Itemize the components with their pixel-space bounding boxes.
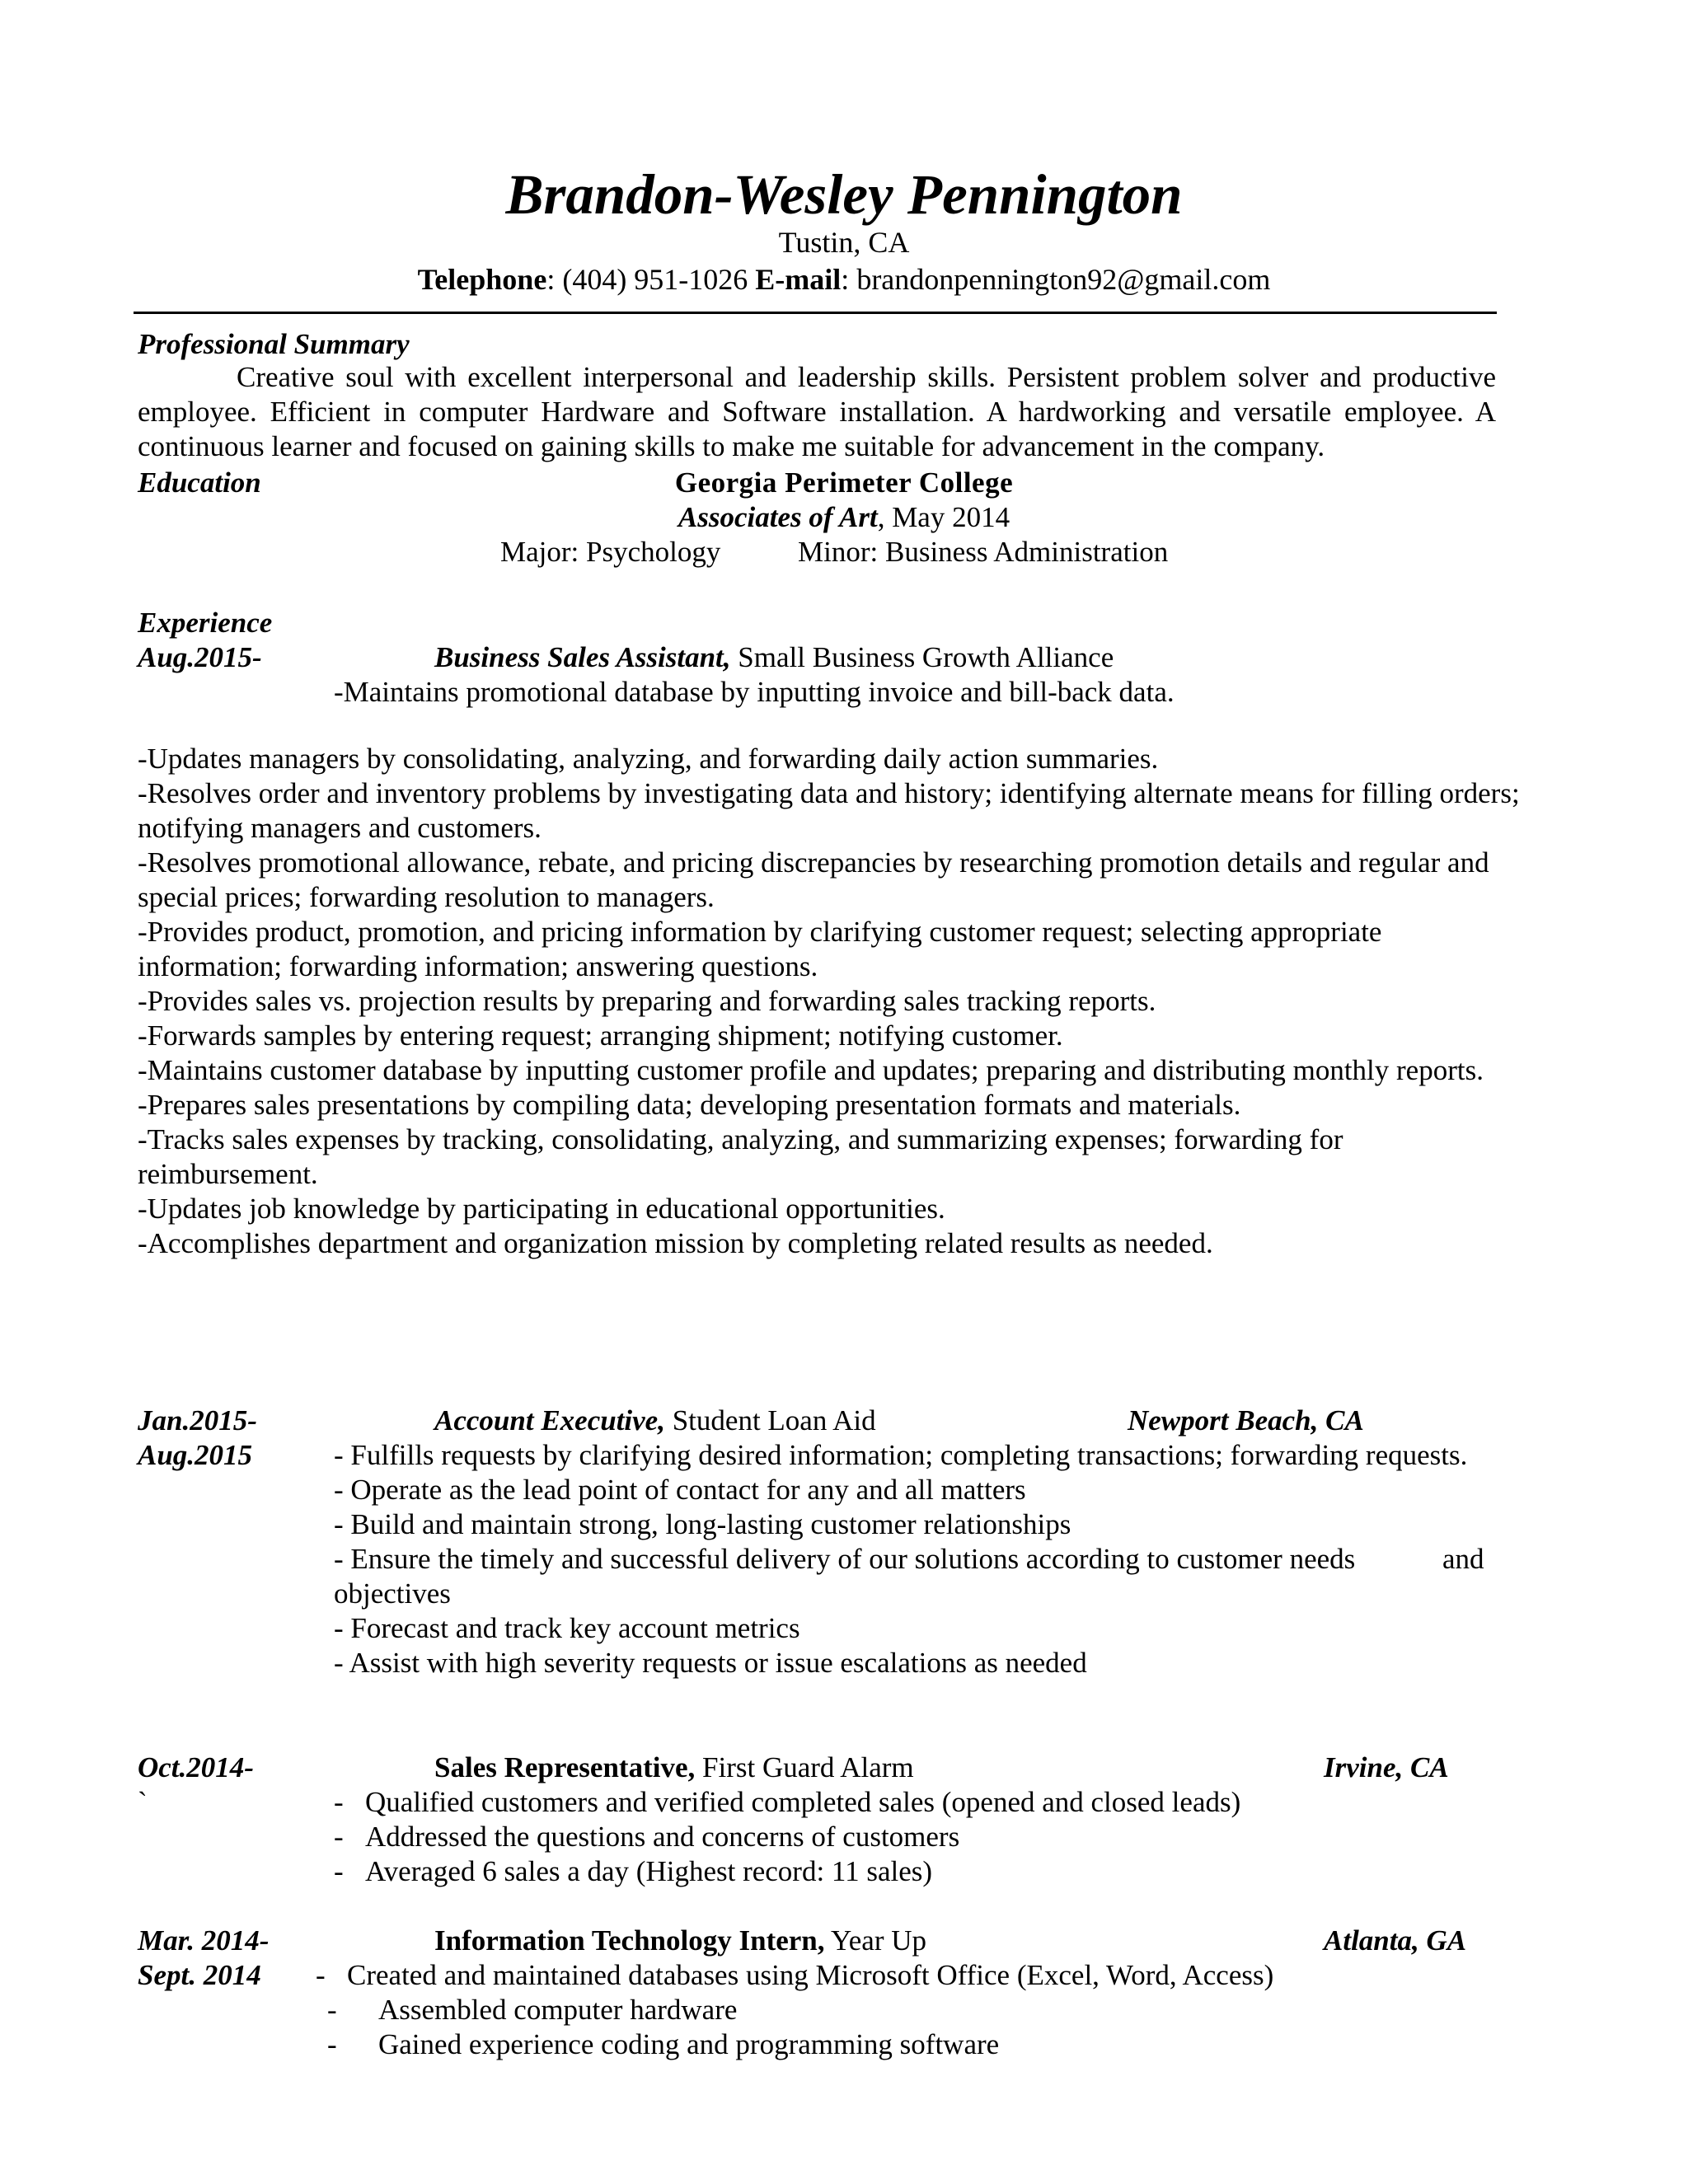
major: Major: Psychology bbox=[500, 536, 721, 568]
telephone: (404) 951-1026 bbox=[562, 263, 748, 296]
job-bullet: -Updates job knowledge by participating in educational opportunities. bbox=[138, 1193, 945, 1225]
job-date-start: Aug.2015- bbox=[138, 641, 262, 673]
job-bullet: -Maintains customer database by inputting customer profile and updates; preparing and distributing monthly reports. bbox=[138, 1054, 1484, 1086]
job-date-start: Oct.2014- bbox=[138, 1751, 254, 1783]
summary-text-block bbox=[138, 360, 1496, 464]
job-title-line bbox=[434, 640, 1114, 675]
resume-name: Brandon-Wesley Pennington bbox=[505, 163, 1183, 226]
job-company: Student Loan Aid bbox=[664, 1404, 876, 1436]
job-bullet: - Averaged 6 sales a day (Highest record: 11 sales) bbox=[334, 1855, 933, 1887]
job-bullet: -Updates managers by consolidating, analyzing, and forwarding daily action summaries. bbox=[138, 743, 1159, 775]
job-bullet: - Build and maintain strong, long-lasting customer relationships bbox=[334, 1508, 1071, 1540]
job-bullet: -Maintains promotional database by inputting invoice and bill-back data. bbox=[334, 676, 1175, 708]
job-bullet: - Fulfills requests by clarifying desired information; completing transactions; forwarding requests. bbox=[334, 1439, 1468, 1471]
job-date-end: Aug.2015 bbox=[138, 1439, 253, 1471]
job-location: Atlanta, GA bbox=[1324, 1924, 1467, 1957]
email: brandonpennington92@gmail.com bbox=[856, 263, 1271, 296]
job-bullet: - Ensure the timely and successful delivery of our solutions according to customer needs bbox=[334, 1543, 1356, 1575]
job-bullet: -Tracks sales expenses by tracking, consolidating, analyzing, and summarizing expenses; forwarding for reimbursement. bbox=[138, 1123, 1343, 1190]
job-title: Account Executive, bbox=[434, 1404, 665, 1436]
job-title: Business Sales Assistant, bbox=[434, 641, 731, 673]
job-bullet: - Assist with high severity requests or issue escalations as needed bbox=[334, 1647, 1087, 1679]
job-bullet: -Provides product, promotion, and pricing information by clarifying customer request; selecting appropriate information; forwarding information; answering questions. bbox=[138, 916, 1382, 982]
job-company: First Guard Alarm bbox=[695, 1751, 914, 1783]
experience-heading: Experience bbox=[138, 607, 273, 639]
summary-heading: Professional Summary bbox=[138, 328, 410, 360]
telephone-label: Telephone bbox=[417, 263, 547, 296]
education-heading: Education bbox=[138, 466, 261, 499]
job-bullet: - Operate as the lead point of contact for any and all matters bbox=[334, 1474, 1026, 1506]
degree: Associates of Art bbox=[678, 501, 878, 533]
job-title: Sales Representative, bbox=[434, 1751, 696, 1783]
job-title-line bbox=[434, 1924, 926, 1958]
job-bullet: -Provides sales vs. projection results by preparing and forwarding sales tracking reports. bbox=[138, 985, 1156, 1017]
job-title: Information Technology Intern, bbox=[434, 1924, 825, 1957]
job-bullet: - Assembled computer hardware bbox=[327, 1994, 738, 2026]
job-title-line bbox=[434, 1750, 914, 1785]
contact-line: Telephone: (404) 951-1026 E-mail: brandonpennington92@gmail.com bbox=[417, 263, 1271, 296]
job-bullet: -Accomplishes department and organization mission by completing related results as needed. bbox=[138, 1227, 1213, 1259]
job-bullet-continued: objectives bbox=[334, 1577, 451, 1610]
job-date-end: ` bbox=[138, 1786, 148, 1818]
job-date-start: Jan.2015- bbox=[138, 1404, 257, 1436]
job-bullet: - Addressed the questions and concerns of customers bbox=[334, 1821, 960, 1853]
job-location: Newport Beach, CA bbox=[1128, 1404, 1364, 1436]
job-date-end: Sept. 2014 bbox=[138, 1959, 261, 1991]
email-label: E-mail bbox=[755, 263, 842, 296]
job-bullet: - Gained experience coding and programming software bbox=[327, 2028, 1000, 2060]
job-company: Year Up bbox=[824, 1924, 927, 1957]
job-bullets bbox=[138, 742, 1522, 1261]
job-date-start: Mar. 2014- bbox=[138, 1924, 270, 1957]
header-divider bbox=[134, 312, 1497, 314]
job-bullet: - Forecast and track key account metrics bbox=[334, 1612, 800, 1644]
job-company: Small Business Growth Alliance bbox=[730, 641, 1114, 673]
minor: Minor: Business Administration bbox=[798, 536, 1169, 568]
job-location: Irvine, CA bbox=[1324, 1751, 1449, 1783]
school-name: Georgia Perimeter College bbox=[674, 466, 1014, 499]
job-bullet-continued: and bbox=[1442, 1543, 1484, 1575]
job-bullet: -Forwards samples by entering request; arranging shipment; notifying customer. bbox=[138, 1019, 1063, 1052]
job-bullet: -Resolves order and inventory problems by investigating data and history; identifying alternate means for filling orders; notifying managers and customers. bbox=[138, 777, 1520, 844]
job-bullet: -Resolves promotional allowance, rebate, and pricing discrepancies by researching promotion details and regular and special prices; forwarding resolution to managers. bbox=[138, 846, 1489, 913]
summary-text: Creative soul with excellent interpersonal and leadership skills. Persistent problem solver and productive employee. Efficient in computer Hardware and Software installation. A hardworking and versatile employee. A continuous learner and focused on gaining skills to make me suitable for advancement in the company. bbox=[138, 361, 1496, 462]
job-bullet: - Created and maintained databases using Microsoft Office (Excel, Word, Access) bbox=[316, 1959, 1274, 1991]
job-bullet: -Prepares sales presentations by compiling data; developing presentation formats and materials. bbox=[138, 1089, 1241, 1121]
job-bullet: - Qualified customers and verified completed sales (opened and closed leads) bbox=[334, 1786, 1241, 1818]
job-title-line bbox=[434, 1404, 876, 1438]
degree-line bbox=[0, 500, 1688, 535]
degree-date: , May 2014 bbox=[877, 501, 1010, 533]
location: Tustin, CA bbox=[778, 226, 910, 259]
